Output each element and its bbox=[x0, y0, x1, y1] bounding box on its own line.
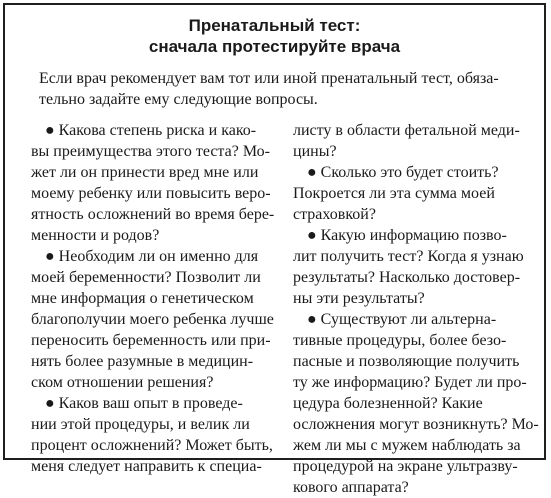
text-line: ском отношении решения? bbox=[31, 374, 214, 391]
text-line: лит получить тест? Когда я узнаю bbox=[293, 248, 524, 265]
text-line: Покроется ли эта сумма моей bbox=[293, 185, 495, 202]
text-line: вы преимущества этого теста? Мо- bbox=[31, 143, 270, 160]
text-line: результаты? Насколько достовер- bbox=[293, 269, 521, 286]
text-line: ту же информацию? Будет ли про- bbox=[293, 374, 527, 391]
text-line: цедура болезненной? Какие bbox=[293, 395, 483, 412]
text-line: процедурой на экране ультразву- bbox=[293, 458, 518, 475]
title-line-2: сначала протестируйте врача bbox=[148, 37, 401, 56]
text-line: ● Необходим ли он именно для bbox=[45, 248, 259, 265]
text-line: менности и родов? bbox=[31, 227, 160, 244]
text-line: благополучии моего ребенка лучше bbox=[31, 311, 274, 328]
text-line: меня следует направить к специа- bbox=[31, 458, 262, 475]
title-line-1: Пренатальный тест: bbox=[188, 16, 361, 35]
text-line: цины? bbox=[293, 143, 337, 160]
text-line: ● Существуют ли альтерна- bbox=[307, 311, 497, 328]
text-line: страховкой? bbox=[293, 206, 376, 223]
text-line: тивные процедуры, более безо- bbox=[293, 332, 507, 349]
text-line: переносить беременность или при- bbox=[31, 332, 271, 349]
text-line: листу в области фетальной меди- bbox=[293, 122, 520, 139]
intro-paragraph bbox=[39, 68, 519, 110]
text-line: процент осложнений? Может быть, bbox=[31, 437, 273, 454]
intro-line-1: Если врач рекомендует вам тот или иной пренатальный тест, обяза- bbox=[39, 70, 499, 87]
text-line: ● Каков ваш опыт в проведе- bbox=[45, 395, 243, 412]
text-line: моей беременности? Позволит ли bbox=[31, 269, 261, 286]
text-line: пасные и позволяющие получить bbox=[293, 353, 520, 370]
text-line: ● Какую информацию позво- bbox=[307, 227, 507, 244]
text-line: ятность осложнений во время бере- bbox=[31, 206, 275, 223]
article-box bbox=[3, 3, 546, 496]
text-line: ны эти результаты? bbox=[293, 290, 425, 307]
text-line: ● Сколько это будет стоить? bbox=[307, 164, 499, 181]
article-title bbox=[5, 15, 544, 57]
text-line: моему ребенку или повысить веро- bbox=[31, 185, 271, 202]
text-line: жет ли он принести вред мне или bbox=[31, 164, 259, 181]
text-line: мне информация о генетическом bbox=[31, 290, 254, 307]
intro-line-2: тельно задайте ему следующие вопросы. bbox=[39, 91, 318, 108]
right-column bbox=[293, 120, 541, 498]
text-line: нии этой процедуры, и велик ли bbox=[31, 416, 250, 433]
left-column bbox=[31, 120, 281, 477]
text-line: кового аппарата? bbox=[293, 479, 409, 496]
text-line: ● Какова степень риска и како- bbox=[45, 122, 257, 139]
text-line: жем ли мы с мужем наблюдать за bbox=[293, 437, 521, 454]
text-line: осложнения могут возникнуть? Мо- bbox=[293, 416, 539, 433]
text-line: нять более разумные в медицин- bbox=[31, 353, 254, 370]
